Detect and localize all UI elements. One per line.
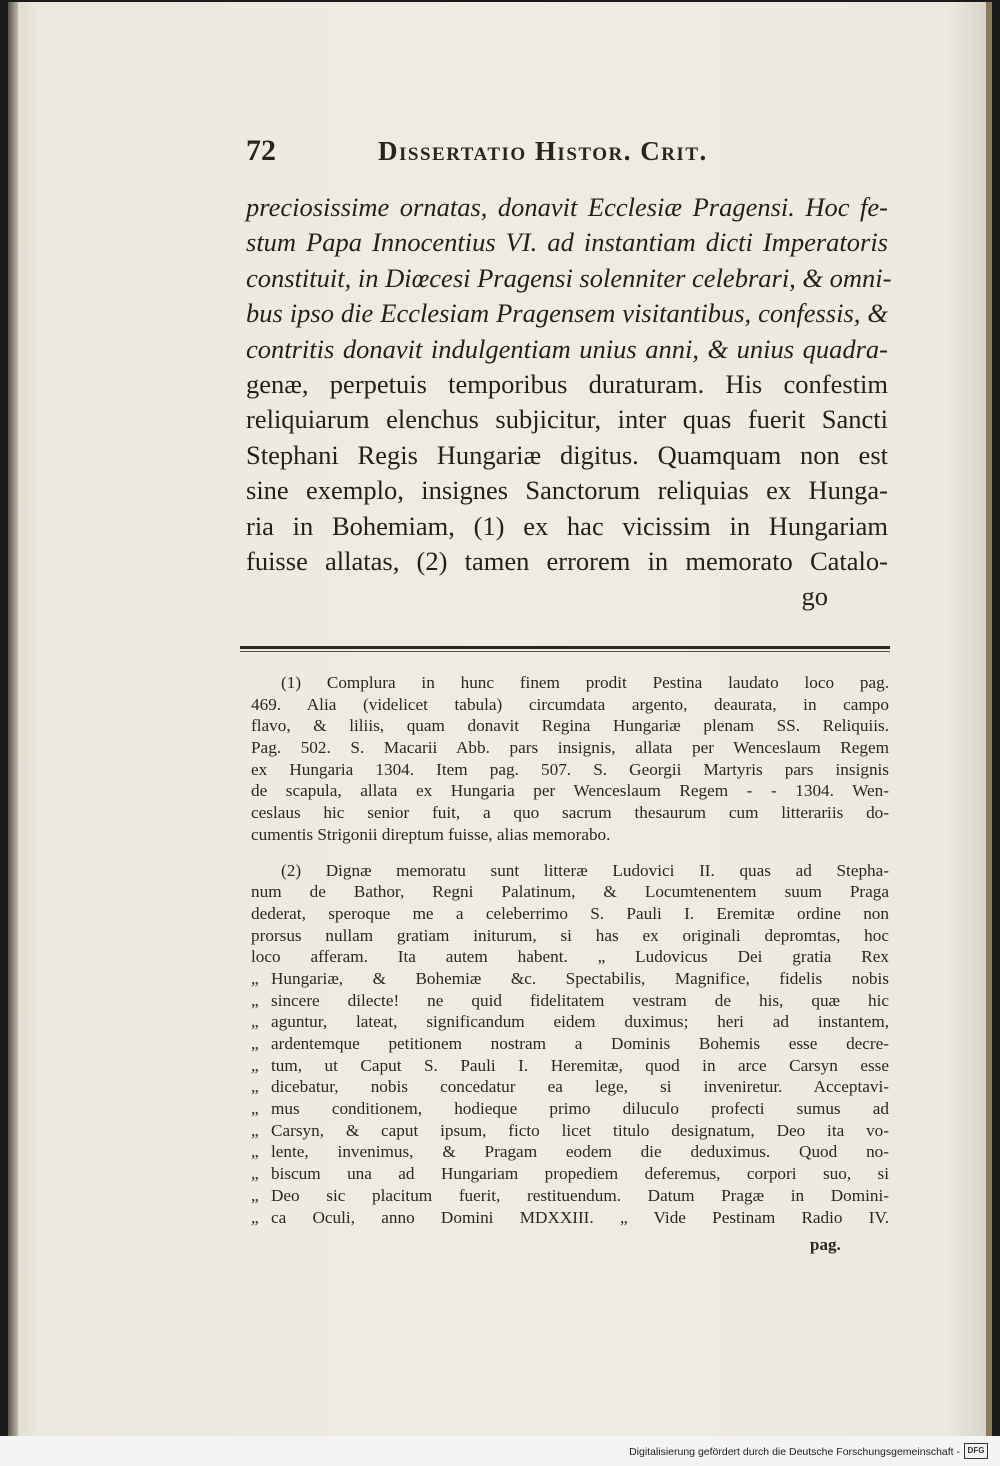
footnote-2-quoted-line: „ lente, invenimus, & Pragam eodem die deduximus. Quod no- <box>251 1142 889 1162</box>
footnote-2-quoted-line: „ tum, ut Caput S. Pauli I. Heremitæ, quod in arce Carsyn esse <box>251 1055 889 1075</box>
footnote-1-line: 469. Alia (videlicet tabula) circumdata argento, deaurata, in campo <box>251 694 889 714</box>
footnote-2-line: num de Bathor, Regni Palatinum, & Locumtenentem suum Praga <box>251 882 889 902</box>
dfg-credit-text: Digitalisierung gefördert durch die Deutsche Forschungsgemeinschaft - <box>629 1446 960 1458</box>
text-line: reliquiarum elenchus subjicitur, inter quas fuerit Sancti <box>246 404 888 435</box>
quote-mark: „ <box>251 1012 259 1032</box>
running-title: Dissertatio Histor. Crit. <box>378 136 708 166</box>
footnote-2-quoted-line: „ mus conditionem, hodieque primo diluculo profecti sumus ad <box>251 1099 889 1119</box>
footnote-1-line: ex Hungaria 1304. Item pag. 507. S. Georgii Martyris pars insignis <box>251 759 889 779</box>
text-line: sine exemplo, insignes Sanctorum reliquias ex Hunga- <box>246 475 888 506</box>
footnote-2-line: (2) Dignæ memoratu sunt litteræ Ludovici II. quas ad Stepha- <box>281 860 889 880</box>
main-text-block <box>246 190 892 615</box>
footnote-2-quoted-line: „ ca Oculi, anno Domini MDXXIII. „ Vide Pestinam Radio IV. <box>251 1207 889 1227</box>
text-line: constituit, in Diœcesi Pragensi solenniter celebrari, & omni- <box>246 262 892 293</box>
text-line: preciosissime ornatas, donavit Ecclesiæ Pragensi. Hoc fe- <box>246 192 888 222</box>
quote-mark: „ <box>251 1185 259 1205</box>
footnote-1-line: ceslaus hic senior fuit, a quo sacrum thesaurum cum litterariis do- <box>251 803 889 823</box>
footnote-2-line: loco afferam. Ita autem habent. „ Ludovicus Dei gratia Rex <box>251 947 889 967</box>
footnote-2-line: prorsus nullam gratiam initurum, si has ex originali depromtas, hoc <box>251 925 889 945</box>
footnote-1-line: flavo, & liliis, quam donavit Regina Hungariæ plenam SS. Reliquiis. <box>251 716 889 736</box>
footnote-2-quoted-line: „ Deo sic placitum fuerit, restituendum. Datum Pragæ in Domini- <box>251 1185 889 1205</box>
footnote-2-quoted-line: „ Hungariæ, & Bohemiæ &c. Spectabilis, Magnifice, fidelis nobis <box>251 968 889 988</box>
quote-mark: „ <box>251 1099 259 1119</box>
footnote-2-quoted-line: „ aguntur, lateat, significandum eidem duximus; heri ad instantem, <box>251 1012 889 1032</box>
footnote-catchword: pag. <box>810 1235 841 1254</box>
text-line: genæ, perpetuis temporibus duraturam. His confestim <box>246 368 888 399</box>
book-page <box>8 2 992 1436</box>
footnote-2-quoted-line: „ sincere dilecte! ne quid fidelitatem vestram de his, quæ hic <box>251 990 889 1010</box>
text-line: stum Papa Innocentius VI. ad instantiam dicti Imperatoris <box>246 227 888 258</box>
footnote-2-quoted-line: „ ardentemque petitionem nostram a Dominis Bohemis esse decre- <box>251 1034 889 1053</box>
text-line: Stephani Regis Hungariæ digitus. Quamquam non est <box>246 439 888 470</box>
footnote-2-quoted-line: „ Carsyn, & caput ipsum, ficto licet titulo designatum, Deo ita vo- <box>251 1120 889 1140</box>
quote-mark: „ <box>251 1120 259 1140</box>
text-line: contritis donavit indulgentiam unius anni, & unius quadra- <box>246 333 888 364</box>
quote-mark: „ <box>251 968 259 988</box>
footnote-2-quoted-line: „ biscum una ad Hungariam propediem deferemus, corpori suo, si <box>251 1164 889 1184</box>
footnote-2-line: dederat, speroque me a celeberrimo S. Pauli I. Eremitæ ordine non <box>251 903 889 923</box>
footnote-1-line: (1) Complura in hunc finem prodit Pestina laudato loco pag. <box>281 673 889 692</box>
quote-mark: „ <box>251 1077 259 1097</box>
page-header <box>246 134 766 170</box>
quote-mark: „ <box>251 1142 259 1162</box>
footnote-2-quoted-line: „ dicebatur, nobis concedatur ea lege, si inveniretur. Acceptavi- <box>251 1077 889 1097</box>
quote-mark: „ <box>251 1034 259 1053</box>
text-line: bus ipso die Ecclesiam Pragensem visitantibus, confessis, & <box>246 298 888 329</box>
page-number: 72 <box>246 134 276 167</box>
quote-mark: „ <box>251 1207 259 1227</box>
footnotes <box>251 672 889 1228</box>
footnote-1-line: de scapula, allata ex Hungaria per Wenceslaum Regem - - 1304. Wen- <box>251 781 889 801</box>
text-line: ria in Bohemiam, (1) ex hac vicissim in Hungariam <box>246 510 888 541</box>
quote-mark: „ <box>251 990 259 1010</box>
quote-mark: „ <box>251 1164 259 1184</box>
footnote-rule <box>240 646 890 649</box>
quote-mark: „ <box>251 1055 259 1075</box>
footnote-1-line: cumentis Strigonii direptum fuisse, alias memorabo. <box>251 824 611 844</box>
catchword: go <box>801 581 828 612</box>
footnote-1-line: Pag. 502. S. Macarii Abb. pars insignis, allata per Wenceslaum Regem <box>251 738 889 758</box>
dfg-logo: DFG <box>964 1443 988 1459</box>
text-line: fuisse allatas, (2) tamen errorem in memorato Catalo- <box>246 545 888 576</box>
